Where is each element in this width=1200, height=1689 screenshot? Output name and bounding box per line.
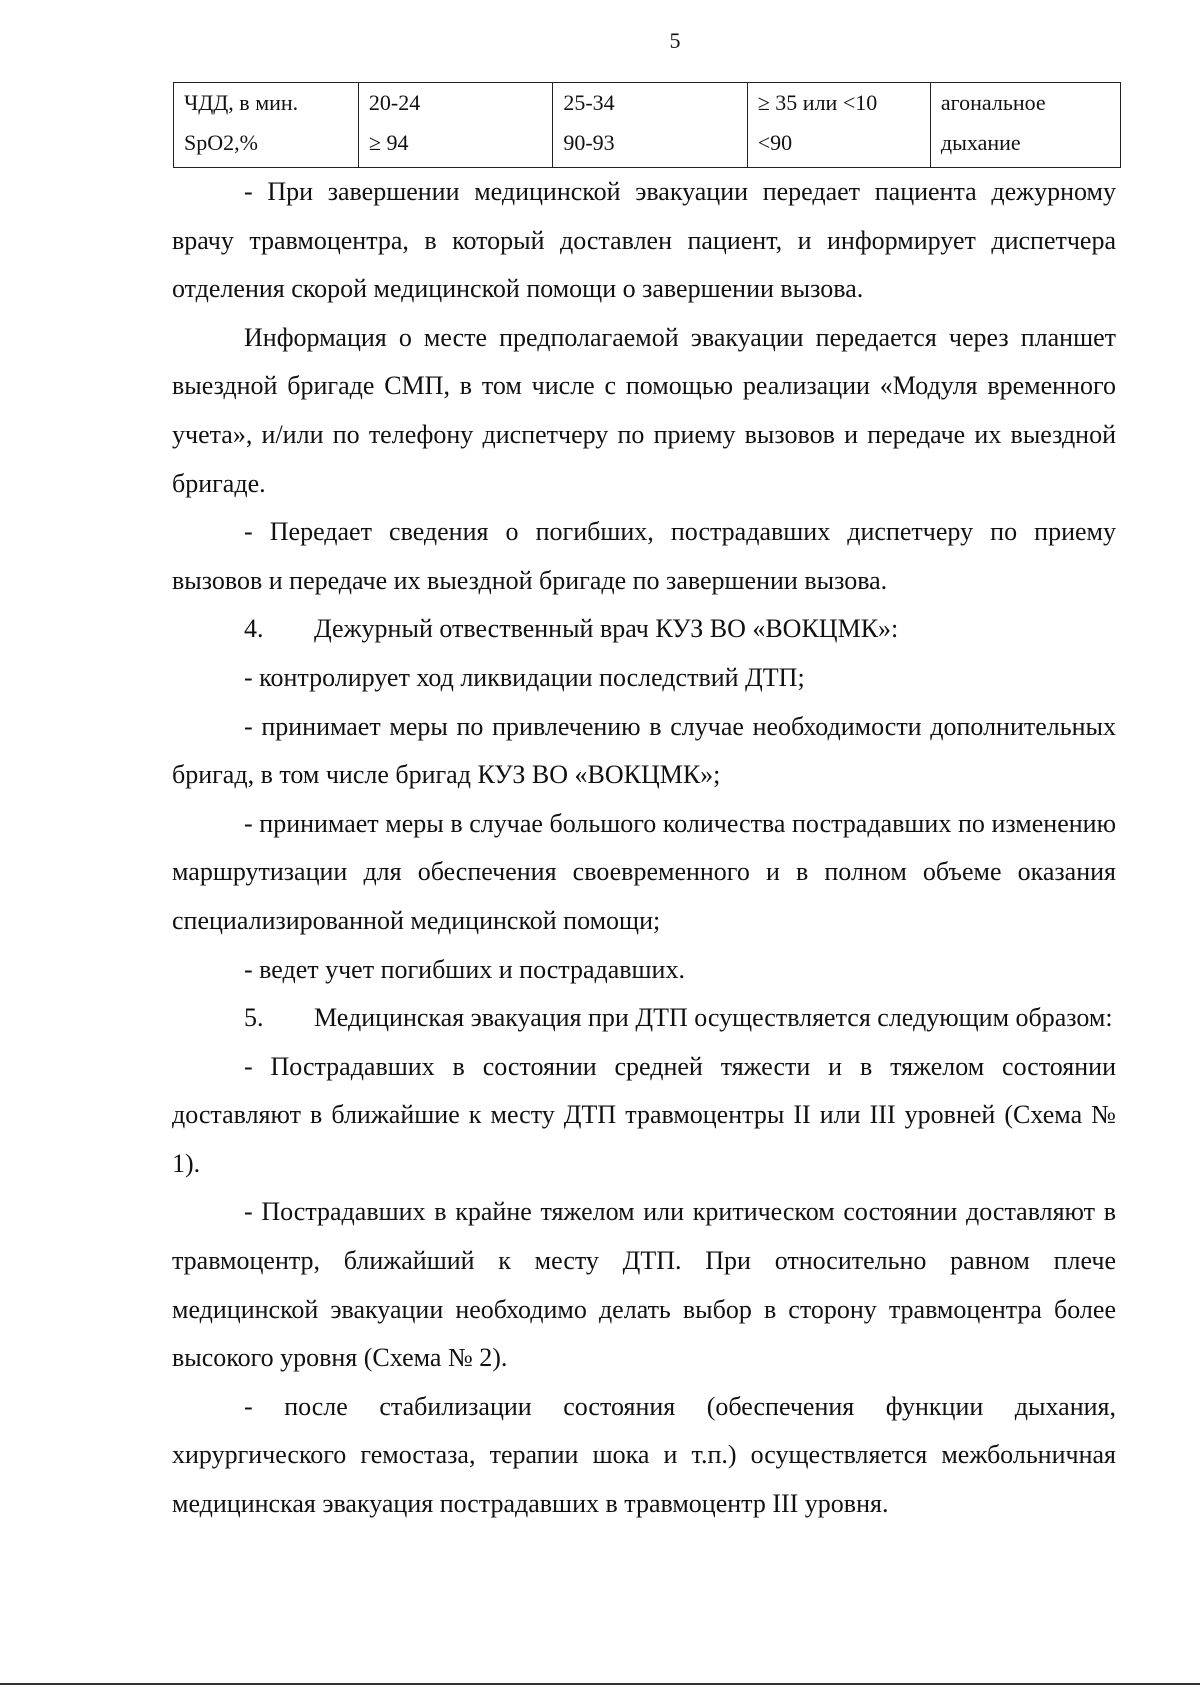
paragraph: Информация о месте предполагаемой эвакуации передается через планшет выездной бригаде СМП, в том числе с помощью реализации «Модуля временного учета», и/или по телефону диспетчеру по приему вызовов и передаче их выездной бригаде. — [172, 322, 1116, 498]
cell-text: 25-34 — [563, 90, 615, 115]
item-number: 4. — [244, 614, 264, 644]
paragraph: - принимает меры по привлечению в случае необходимости дополнительных бригад, в том числе бригад КУЗ ВО «ВОКЦМК»; — [172, 711, 1116, 790]
cell-text: 90-93 — [563, 130, 615, 155]
item-text: Дежурный отвественный врач КУЗ ВО «ВОКЦМК»: — [314, 614, 899, 644]
paragraph: - после стабилизации состояния (обеспечения функции дыхания, хирургического гемостаза, терапии шока и т.п.) осуществляется межбольничная медицинская эвакуация пострадавших в травмоцентр III уровня. — [172, 1391, 1116, 1519]
paragraph: - При завершении медицинской эвакуации передает пациента дежурному врачу травмоцентра, в который доставлен пациент, и информирует диспетчера отделения скорой медицинской помощи о завершении вызова. — [172, 177, 1116, 304]
cell-text: <90 — [757, 130, 793, 155]
paragraph: - контролирует ход ликвидации последствий ДТП; — [244, 662, 805, 692]
cell-text: дыхание — [940, 130, 1021, 155]
paragraph: - Пострадавших в состоянии средней тяжести и в тяжелом состоянии доставляют в ближайшие к месту ДТП травмоцентры II или III уровней (Схема № 1). — [172, 1051, 1116, 1178]
item-number: 5. — [244, 1003, 264, 1033]
table-cell — [747, 83, 930, 168]
cell-text: SpO2,% — [184, 130, 258, 155]
cell-text: 20-24 — [368, 90, 421, 115]
cell-text: агональное — [940, 90, 1046, 115]
table-cell — [174, 83, 359, 168]
numbered-item — [172, 994, 1116, 1043]
paragraph: - ведет учет погибших и пострадавших. — [244, 954, 685, 984]
page-bottom-rule — [0, 1683, 1200, 1685]
paragraph: - Передает сведения о погибших, пострадавших диспетчеру по приему вызовов и передаче их выездной бригаде по завершении вызова. — [172, 517, 1116, 595]
cell-text: ЧДД, в мин. — [184, 90, 299, 115]
page-number: 5 — [669, 28, 681, 53]
cell-text: ≥ 35 или <10 — [757, 90, 878, 115]
table-cell — [553, 83, 747, 168]
triage-criteria-table — [173, 82, 1121, 168]
item-text: Медицинская эвакуация при ДТП осуществляется следующим образом: — [314, 1003, 1113, 1033]
paragraph: - принимает меры в случае большого количества пострадавших по изменению маршрутизации для обеспечения своевременного и в полном объеме оказания специализированной медицинской помощи; — [172, 808, 1116, 935]
table-row — [174, 83, 1121, 168]
table-cell — [358, 83, 552, 168]
document-body — [172, 168, 1116, 1529]
cell-text: ≥ 94 — [368, 130, 409, 155]
numbered-item — [172, 605, 1116, 654]
table-cell — [930, 83, 1120, 168]
paragraph: - Пострадавших в крайне тяжелом или критическом состоянии доставляют в травмоцентр, ближайший к месту ДТП. При относительно равном плече медицинской эвакуации необходимо делать выбор в сторону травмоцентра более высокого уровня (Схема № 2). — [172, 1197, 1116, 1373]
